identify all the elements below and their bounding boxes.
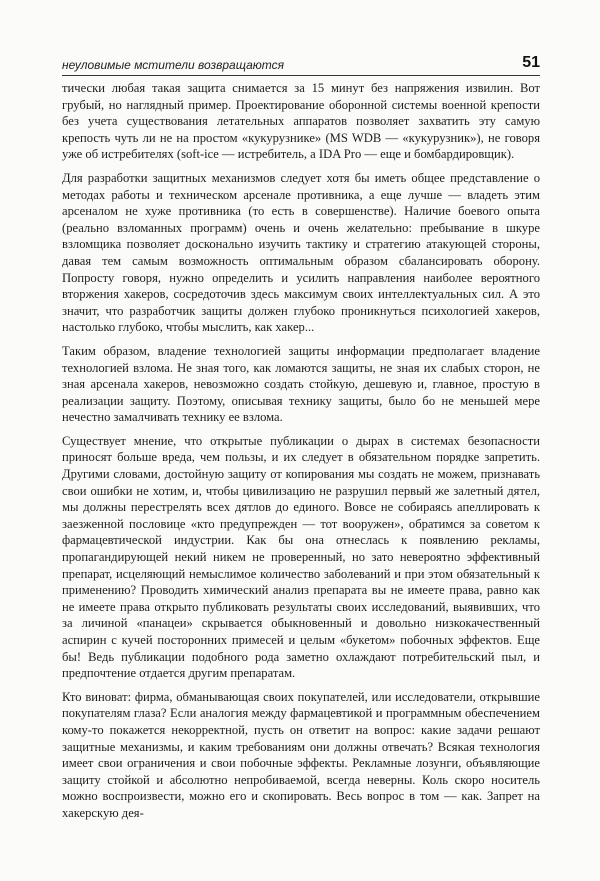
paragraph: Существует мнение, что открытые публикации о дырах в системах безопасности приносят больше вреда, чем пользы, и их следует в обязательном порядке запретить. Другими словами, достойную защиту от копирования мы создать не можем, признавать свои ошибки не хотим, и, чтобы цивилизацию не разрушил первый же залетный дятел, мы должны перестрелять всех дятлов до единого. Вовсе не собираясь апеллировать к заезженной пословице «кто предупрежден — тот вооружен», обратимся за советом к фармацевтической индустрии. Как бы она отнеслась к появлению рекламы, пропагандирующей некий никем не проверенный, но зато невероятно эффективный препарат, исцеляющий немыслимое количество заболеваний и при этом обязательный к применению? Проводить химический анализ препарата вы не имеете права, равно как не имеете права открыто публиковать результаты своих исследований, выявивших, что за личиной «панацеи» скрывается обыкновенный и довольно низкокачественный аспирин с кучей посторонних примесей и целым «букетом» побочных эффектов. Еще бы! Ведь публикации подобного рода заметно охлаждают потребительский пыл, и предпочтение отдается другим препаратам. — [62, 433, 540, 681]
paragraph: Кто виноват: фирма, обманывающая своих покупателей, или исследователи, открывшие покупателям глаза? Если аналогия между фармацевтикой и программным обеспечением кому-то покажется некорректной, пусть он ответит на вопрос: какие задачи решают защитные механизмы, и каким требованиям они должны отвечать? Всякая технология имеет свои ограничения и свои побочные эффекты. Рекламные лозунги, объявляющие защиту стойкой и абсолютно непробиваемой, всегда неверны. Коль скоро носитель можно воспроизвести, можно его и скопировать. Весь вопрос в том — как. Запрет на хакерскую дея- — [62, 689, 540, 820]
running-title: неуловимые мстители возвращаются — [62, 58, 285, 72]
page-number: 51 — [522, 54, 540, 71]
paragraph: Для разработки защитных механизмов следует хотя бы иметь общее представление о методах работы и техническом арсенале противника, а еще лучше — владеть этим арсеналом не хуже противника (то есть в совершенстве). Наличие боевого опыта (реально взломанных программ) очень и очень желательно: пребывание в шкуре взломщика позволяет досконально изучить тактику и стратегию атакующей стороны, давая тем самым возможность оптимальным образом сбалансировать оборону. Попросту говоря, нужно определить и усилить направления наиболее вероятного вторжения хакеров, сосредоточив здесь максимум своих интеллектуальных сил. А это значит, что разработчик защиты должен глубоко проникнуться психологией хакеров, настолько глубоко, чтобы мыслить, как хакер... — [62, 170, 540, 335]
paragraph: Таким образом, владение технологией защиты информации предполагает владение технологией взлома. Не зная того, как ломаются защиты, не зная их слабых сторон, не зная арсенала хакеров, невозможно создать стойкую, дешевую и, главное, простую в реализации защиту. Поэтому, описывая технику защиты, было бо не меньшей мере нечестно замалчивать технику ее взлома. — [62, 343, 540, 425]
page-header — [62, 52, 540, 76]
paragraph-continuation: тически любая такая защита снимается за 15 минут без напряжения извилин. Вот грубый, но наглядный пример. Проектирование оборонной системы военной крепости без учета существования летательных аппаратов позволяет захватить эту самую крепость чуть ли не на простом «кукурузнике» (MS WDB — «кукурузник»), не говоря уже об истребителях (soft-ice — истребитель, а IDA Pro — еще и бомбардировщик). — [62, 81, 540, 162]
body-text — [62, 80, 540, 829]
